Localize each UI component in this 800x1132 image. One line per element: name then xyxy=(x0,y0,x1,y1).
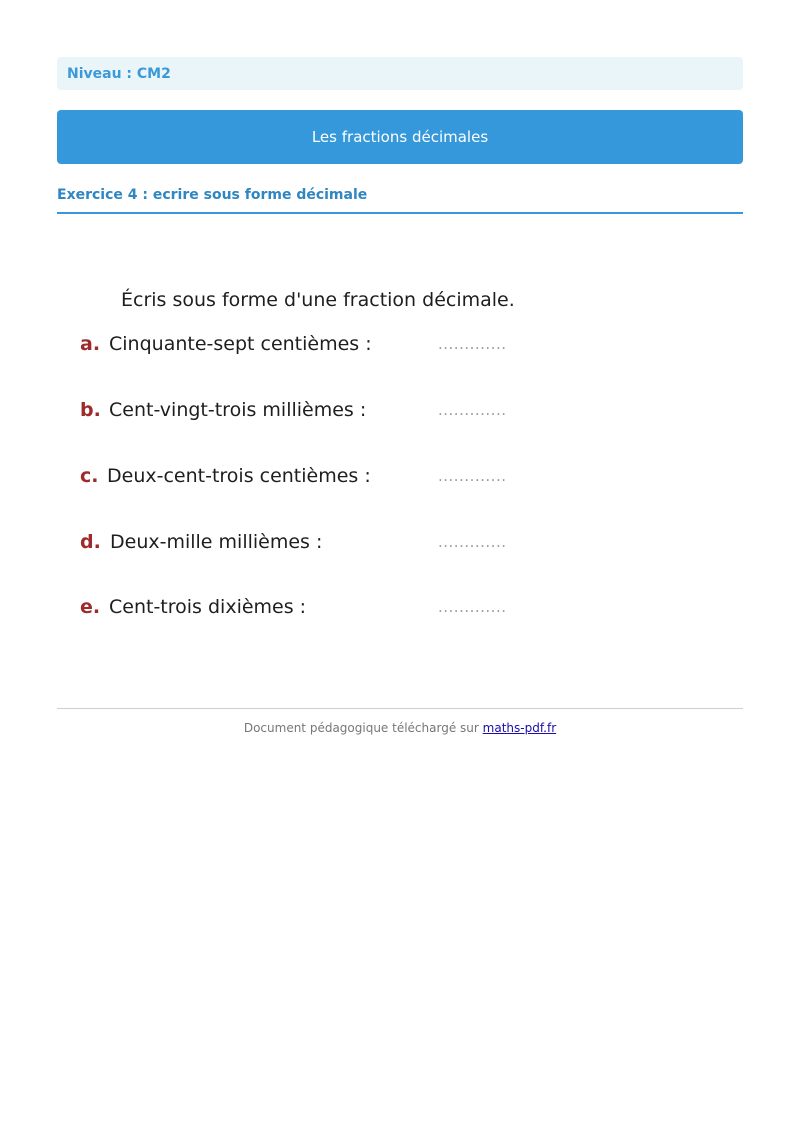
title-banner xyxy=(57,110,743,164)
instruction-text: Écris sous forme d'une fraction décimale. xyxy=(121,289,515,311)
item-letter: d. xyxy=(80,531,101,553)
item-text: Deux-cent-trois centièmes : xyxy=(107,465,371,487)
list-item xyxy=(80,399,530,427)
exercise-heading-text: Exercice 4 : ecrire sous forme décimale xyxy=(57,187,368,203)
item-text: Cent-vingt-trois millièmes : xyxy=(109,399,367,421)
list-item xyxy=(80,465,530,493)
answer-blank: ............. xyxy=(438,598,507,616)
footer-text: Document pédagogique téléchargé sur xyxy=(243,721,479,735)
footer xyxy=(57,721,743,735)
list-item xyxy=(80,333,530,361)
page-title: Les fractions décimales xyxy=(311,128,489,146)
list-item xyxy=(80,531,530,559)
footer-divider xyxy=(57,708,743,709)
exercise-heading xyxy=(57,184,743,214)
level-bar xyxy=(57,57,743,90)
item-letter: e. xyxy=(80,596,101,618)
item-text: Deux-mille millièmes : xyxy=(110,531,323,553)
answer-blank: ............. xyxy=(438,401,507,419)
answer-blank: ............. xyxy=(438,533,507,551)
list-item xyxy=(80,596,530,624)
answer-blank: ............. xyxy=(438,467,507,485)
footer-link[interactable]: maths-pdf.fr xyxy=(482,721,557,735)
answer-blank: ............. xyxy=(438,335,507,353)
item-letter: c. xyxy=(80,465,99,487)
item-letter: a. xyxy=(80,333,101,355)
worksheet-image xyxy=(57,270,743,650)
item-text: Cent-trois dixièmes : xyxy=(109,596,307,618)
level-label: Niveau : CM2 xyxy=(67,65,171,82)
item-text: Cinquante-sept centièmes : xyxy=(109,333,372,355)
item-letter: b. xyxy=(80,399,101,421)
